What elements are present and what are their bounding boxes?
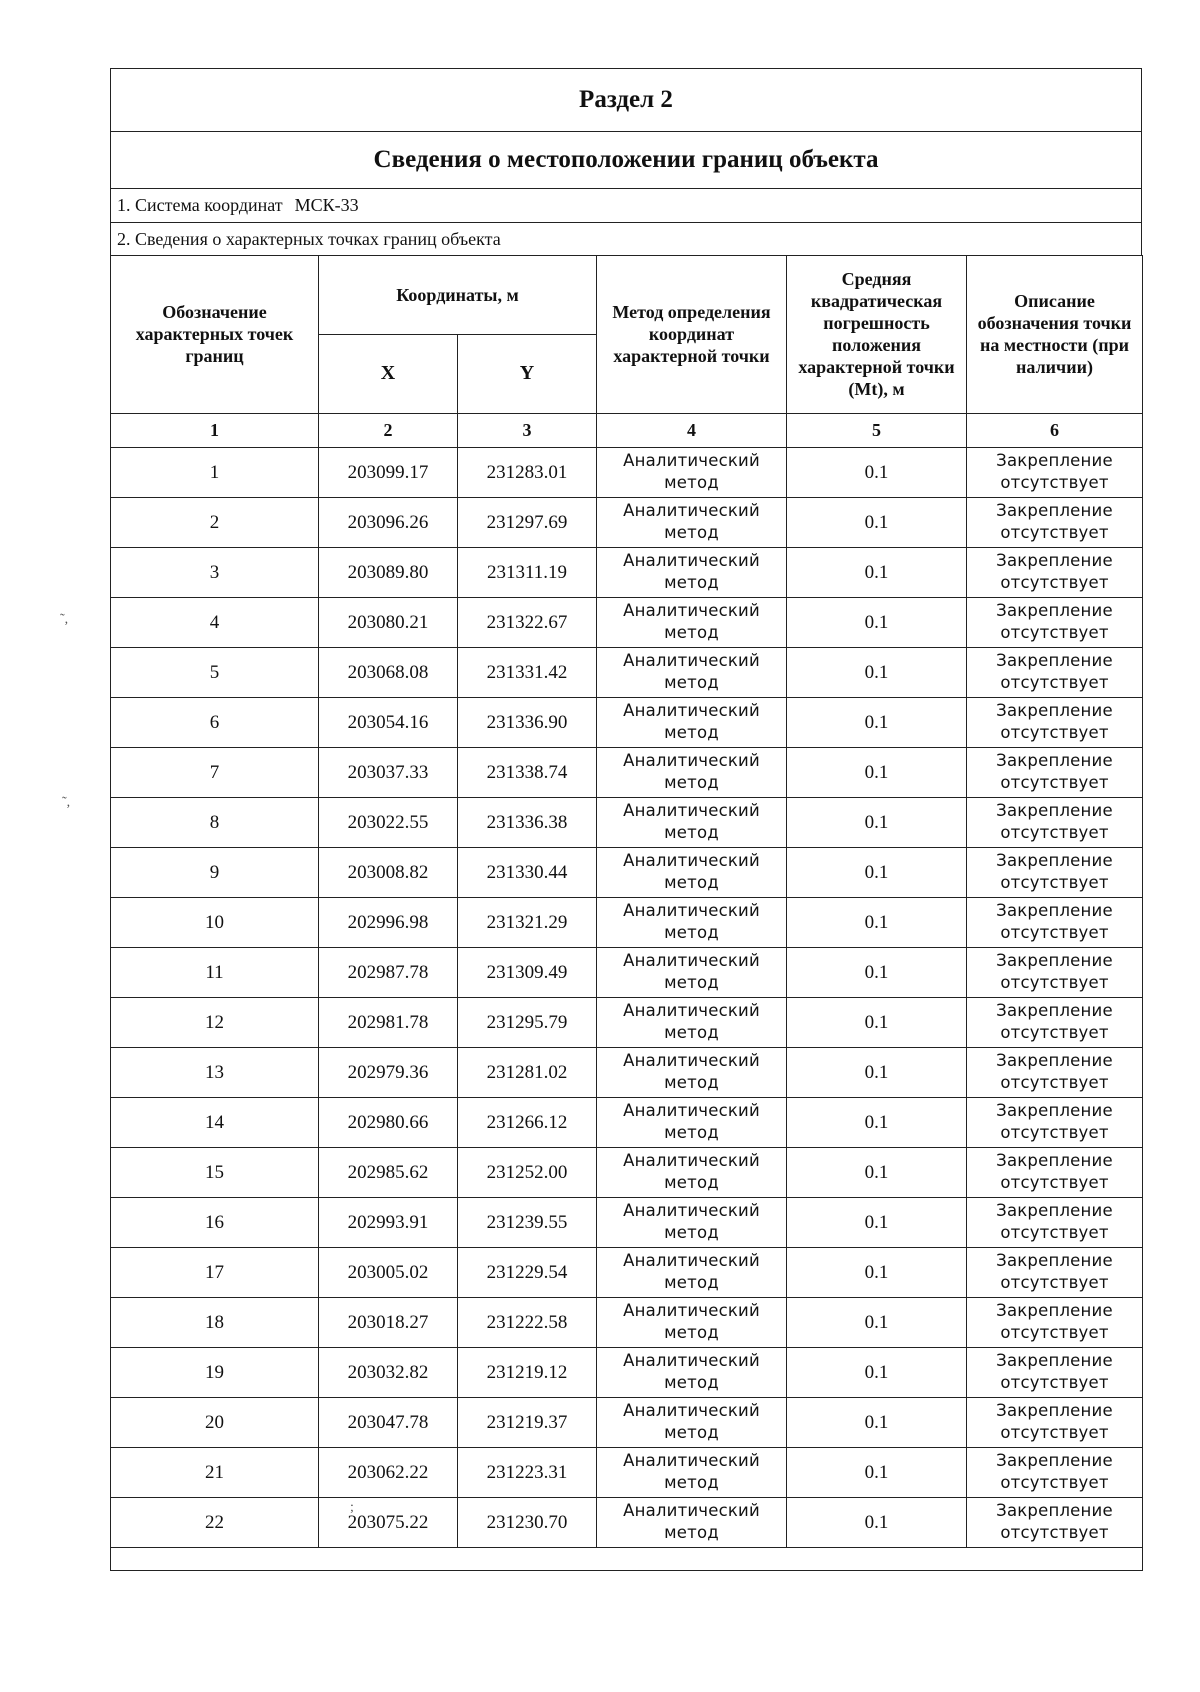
cell-point-id: 12	[111, 997, 319, 1047]
cell-mt: 0.1	[787, 1497, 967, 1547]
cell-mt: 0.1	[787, 747, 967, 797]
cell-mt: 0.1	[787, 1097, 967, 1147]
header-description: Описание обозначения точки на местности (при наличии)	[967, 255, 1143, 413]
cell-point-id: 13	[111, 1047, 319, 1097]
cell-y: 231309.49	[458, 947, 597, 997]
cell-y: 231331.42	[458, 647, 597, 697]
cell-y: 231338.74	[458, 747, 597, 797]
column-number: 1	[111, 413, 319, 447]
cell-x: 203099.17	[319, 447, 458, 497]
table-row	[111, 1397, 1143, 1447]
table-row	[111, 847, 1143, 897]
cell-method: Аналитический метод	[597, 647, 787, 697]
cell-point-id: 16	[111, 1197, 319, 1247]
cell-method: Аналитический метод	[597, 1097, 787, 1147]
table-row	[111, 597, 1143, 647]
table-row	[111, 697, 1143, 747]
cell-description: Закрепление отсутствует	[967, 597, 1143, 647]
cell-y: 231252.00	[458, 1147, 597, 1197]
cell-y: 231336.38	[458, 797, 597, 847]
cell-point-id: 3	[111, 547, 319, 597]
boundary-points-table	[110, 255, 1143, 1571]
cell-mt: 0.1	[787, 1197, 967, 1247]
cell-mt: 0.1	[787, 1247, 967, 1297]
header-designation: Обозначение характерных точек границ	[111, 255, 319, 413]
table-body	[111, 447, 1143, 1547]
cell-description: Закрепление отсутствует	[967, 647, 1143, 697]
cell-method: Аналитический метод	[597, 1447, 787, 1497]
cell-method: Аналитический метод	[597, 947, 787, 997]
object-title: Сведения о местоположении границ объекта	[111, 132, 1142, 189]
cell-method: Аналитический метод	[597, 1197, 787, 1247]
cell-method: Аналитический метод	[597, 447, 787, 497]
cell-point-id: 22	[111, 1497, 319, 1547]
table-row	[111, 897, 1143, 947]
cell-mt: 0.1	[787, 547, 967, 597]
cell-description: Закрепление отсутствует	[967, 1147, 1143, 1197]
cell-point-id: 19	[111, 1347, 319, 1397]
cell-x: 203005.02	[319, 1247, 458, 1297]
cell-description: Закрепление отсутствует	[967, 497, 1143, 547]
cell-mt: 0.1	[787, 447, 967, 497]
cell-method: Аналитический метод	[597, 1497, 787, 1547]
cell-description: Закрепление отсутствует	[967, 997, 1143, 1047]
cell-method: Аналитический метод	[597, 1347, 787, 1397]
cell-x: 203022.55	[319, 797, 458, 847]
cell-description: Закрепление отсутствует	[967, 897, 1143, 947]
cell-x: 203075.22	[319, 1497, 458, 1547]
table-row	[111, 1097, 1143, 1147]
cell-method: Аналитический метод	[597, 497, 787, 547]
cell-method: Аналитический метод	[597, 697, 787, 747]
table-tail-cell	[111, 1547, 1143, 1570]
column-number: 4	[597, 413, 787, 447]
section-title: Раздел 2	[111, 69, 1142, 132]
cell-method: Аналитический метод	[597, 597, 787, 647]
cell-mt: 0.1	[787, 897, 967, 947]
cell-y: 231295.79	[458, 997, 597, 1047]
header-method: Метод определения координат характерной точки	[597, 255, 787, 413]
cell-point-id: 2	[111, 497, 319, 547]
cell-description: Закрепление отсутствует	[967, 697, 1143, 747]
cell-y: 231222.58	[458, 1297, 597, 1347]
cell-mt: 0.1	[787, 497, 967, 547]
cell-y: 231311.19	[458, 547, 597, 597]
coord-system-label: 1. Система координат	[117, 195, 283, 215]
cell-point-id: 9	[111, 847, 319, 897]
cell-point-id: 8	[111, 797, 319, 847]
table-row	[111, 1347, 1143, 1397]
header-coordinates: Координаты, м	[319, 255, 597, 334]
section-header-table	[110, 68, 1142, 256]
cell-x: 203037.33	[319, 747, 458, 797]
cell-mt: 0.1	[787, 1297, 967, 1347]
table-row	[111, 747, 1143, 797]
column-number: 3	[458, 413, 597, 447]
cell-x: 203047.78	[319, 1397, 458, 1447]
cell-method: Аналитический метод	[597, 1247, 787, 1297]
cell-description: Закрепление отсутствует	[967, 847, 1143, 897]
cell-description: Закрепление отсутствует	[967, 747, 1143, 797]
cell-description: Закрепление отсутствует	[967, 1297, 1143, 1347]
cell-method: Аналитический метод	[597, 897, 787, 947]
cell-x: 203032.82	[319, 1347, 458, 1397]
scan-speck: ˜,	[62, 795, 71, 810]
cell-description: Закрепление отсутствует	[967, 797, 1143, 847]
cell-point-id: 6	[111, 697, 319, 747]
table-row	[111, 1147, 1143, 1197]
column-number-row	[111, 413, 1143, 447]
cell-point-id: 4	[111, 597, 319, 647]
cell-y: 231330.44	[458, 847, 597, 897]
header-error: Средняя квадратическая погрешность положения характерной точки (Mt), м	[787, 255, 967, 413]
scan-speck: ;	[350, 1500, 354, 1515]
cell-mt: 0.1	[787, 697, 967, 747]
table-row	[111, 1297, 1143, 1347]
table-row	[111, 447, 1143, 497]
cell-method: Аналитический метод	[597, 747, 787, 797]
cell-method: Аналитический метод	[597, 1297, 787, 1347]
cell-description: Закрепление отсутствует	[967, 547, 1143, 597]
cell-y: 231322.67	[458, 597, 597, 647]
cell-y: 231229.54	[458, 1247, 597, 1297]
cell-description: Закрепление отсутствует	[967, 947, 1143, 997]
cell-point-id: 14	[111, 1097, 319, 1147]
cell-y: 231297.69	[458, 497, 597, 547]
cell-mt: 0.1	[787, 597, 967, 647]
cell-point-id: 11	[111, 947, 319, 997]
cell-y: 231239.55	[458, 1197, 597, 1247]
cell-y: 231266.12	[458, 1097, 597, 1147]
cell-method: Аналитический метод	[597, 1047, 787, 1097]
cell-point-id: 1	[111, 447, 319, 497]
cell-mt: 0.1	[787, 647, 967, 697]
cell-method: Аналитический метод	[597, 797, 787, 847]
cell-y: 231321.29	[458, 897, 597, 947]
cell-method: Аналитический метод	[597, 997, 787, 1047]
cell-mt: 0.1	[787, 947, 967, 997]
cell-point-id: 5	[111, 647, 319, 697]
cell-y: 231281.02	[458, 1047, 597, 1097]
header-x: X	[319, 334, 458, 413]
cell-y: 231223.31	[458, 1447, 597, 1497]
table-row	[111, 497, 1143, 547]
cell-x: 202993.91	[319, 1197, 458, 1247]
cell-x: 203089.80	[319, 547, 458, 597]
table-row	[111, 1047, 1143, 1097]
cell-mt: 0.1	[787, 1447, 967, 1497]
document-sheet	[110, 68, 1142, 1571]
cell-mt: 0.1	[787, 1047, 967, 1097]
cell-description: Закрепление отсутствует	[967, 1097, 1143, 1147]
cell-description: Закрепление отсутствует	[967, 1047, 1143, 1097]
cell-description: Закрепление отсутствует	[967, 1197, 1143, 1247]
table-row	[111, 1197, 1143, 1247]
cell-description: Закрепление отсутствует	[967, 1497, 1143, 1547]
column-number: 6	[967, 413, 1143, 447]
scan-speck: ˜,	[60, 612, 69, 627]
cell-mt: 0.1	[787, 1397, 967, 1447]
table-row	[111, 947, 1143, 997]
cell-point-id: 7	[111, 747, 319, 797]
cell-point-id: 18	[111, 1297, 319, 1347]
points-heading: 2. Сведения о характерных точках границ объекта	[111, 223, 1142, 256]
coord-system-row	[111, 189, 1142, 223]
cell-point-id: 15	[111, 1147, 319, 1197]
cell-method: Аналитический метод	[597, 1147, 787, 1197]
cell-x: 203008.82	[319, 847, 458, 897]
cell-point-id: 21	[111, 1447, 319, 1497]
cell-mt: 0.1	[787, 1347, 967, 1397]
column-number: 2	[319, 413, 458, 447]
cell-method: Аналитический метод	[597, 847, 787, 897]
table-row	[111, 997, 1143, 1047]
header-y: Y	[458, 334, 597, 413]
table-row	[111, 1447, 1143, 1497]
cell-y: 231336.90	[458, 697, 597, 747]
cell-y: 231283.01	[458, 447, 597, 497]
cell-x: 203018.27	[319, 1297, 458, 1347]
cell-description: Закрепление отсутствует	[967, 1347, 1143, 1397]
cell-x: 202987.78	[319, 947, 458, 997]
table-row	[111, 1497, 1143, 1547]
cell-x: 203096.26	[319, 497, 458, 547]
cell-x: 203068.08	[319, 647, 458, 697]
cell-x: 203080.21	[319, 597, 458, 647]
coord-system-value: МСК-33	[294, 195, 359, 215]
cell-point-id: 17	[111, 1247, 319, 1297]
cell-x: 202979.36	[319, 1047, 458, 1097]
cell-x: 202996.98	[319, 897, 458, 947]
table-row	[111, 797, 1143, 847]
cell-x: 202981.78	[319, 997, 458, 1047]
cell-x: 203054.16	[319, 697, 458, 747]
cell-y: 231219.12	[458, 1347, 597, 1397]
cell-method: Аналитический метод	[597, 1397, 787, 1447]
cell-description: Закрепление отсутствует	[967, 447, 1143, 497]
cell-y: 231230.70	[458, 1497, 597, 1547]
cell-description: Закрепление отсутствует	[967, 1247, 1143, 1297]
cell-mt: 0.1	[787, 847, 967, 897]
table-row	[111, 647, 1143, 697]
table-row	[111, 547, 1143, 597]
cell-description: Закрепление отсутствует	[967, 1397, 1143, 1447]
cell-x: 202980.66	[319, 1097, 458, 1147]
cell-mt: 0.1	[787, 997, 967, 1047]
table-row	[111, 1247, 1143, 1297]
cell-method: Аналитический метод	[597, 547, 787, 597]
cell-point-id: 10	[111, 897, 319, 947]
cell-description: Закрепление отсутствует	[967, 1447, 1143, 1497]
cell-mt: 0.1	[787, 1147, 967, 1197]
cell-y: 231219.37	[458, 1397, 597, 1447]
cell-x: 202985.62	[319, 1147, 458, 1197]
cell-x: 203062.22	[319, 1447, 458, 1497]
cell-mt: 0.1	[787, 797, 967, 847]
table-tail-row	[111, 1547, 1143, 1570]
column-number: 5	[787, 413, 967, 447]
cell-point-id: 20	[111, 1397, 319, 1447]
